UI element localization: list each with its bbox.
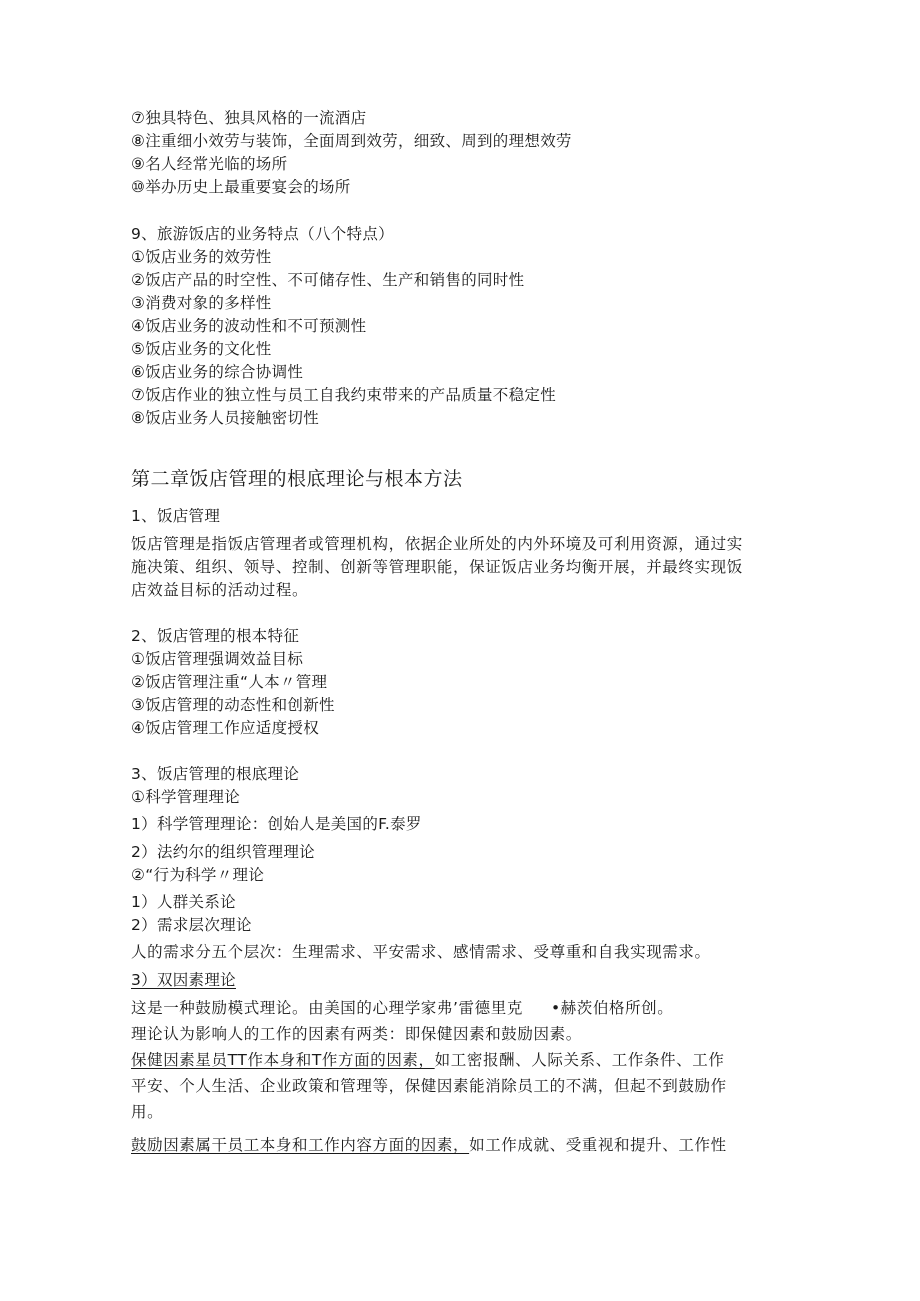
list-item: 2）需求层次理论 [131, 916, 252, 934]
paragraph-line: 店效益目标的活动过程。 [131, 581, 309, 599]
list-item: ⑤饭店业务的文化性 [131, 340, 272, 358]
intro-text-b: •赫茨伯格所创。 [550, 999, 674, 1017]
motivation-factor-underlined: 鼓励因素属干员工本身和工作内容方面的因素， [131, 1136, 470, 1154]
section-heading: 9、旅游饭店的业务特点（八个特点） [131, 225, 394, 243]
paragraph-line [131, 1050, 724, 1070]
section-heading: 2、饭店管理的根本特征 [131, 627, 300, 645]
list-item: ①科学管理理论 [131, 788, 240, 806]
list-item: ⑧注重细小效劳与装饰，全面周到效劳，细致、周到的理想效劳 [131, 132, 572, 150]
list-item: 2）法约尔的组织管理理论 [131, 843, 315, 861]
list-item: ③饭店管理的动态性和创新性 [131, 696, 335, 714]
list-item: ⑩举办历史上最重要宴会的场所 [131, 178, 351, 196]
motivation-factor-rest: 如工作成就、受重视和提升、工作性 [469, 1136, 727, 1154]
paragraph-line: 用。 [131, 1103, 164, 1121]
paragraph-line [131, 1135, 727, 1155]
section-heading: 3、饭店管理的根底理论 [131, 765, 300, 783]
list-item: 1）科学管理理论：创始人是美国的F.泰罗 [131, 815, 422, 833]
paragraph-line: 人的需求分五个层次：生理需求、平安需求、感情需求、受尊重和自我实现需求。 [131, 943, 711, 961]
list-item: ①饭店管理强调效益目标 [131, 650, 304, 668]
list-item: ④饭店管理工作应适度授权 [131, 719, 319, 737]
list-item: ⑥饭店业务的综合协调性 [131, 363, 304, 381]
subsection-heading: 3）双因素理论 [131, 971, 236, 989]
list-item: ②饭店产品的时空性、不可储存性、生产和销售的同时性 [131, 271, 525, 289]
paragraph-line: 施决策、组织、领导、控制、创新等管理职能，保证饭店业务均衡开展，并最终实现饭 [131, 558, 743, 576]
list-item: ⑨名人经常光临的场所 [131, 155, 288, 173]
paragraph-line [131, 998, 673, 1018]
list-item: ⑦独具特色、独具风格的一流酒店 [131, 109, 367, 127]
hygiene-factor-underlined: 保健因素星员TT作本身和T作方面的因素， [131, 1051, 435, 1069]
section-heading: 1、饭店管理 [131, 507, 221, 525]
list-item: ⑧饭店业务人员接触密切性 [131, 409, 319, 427]
paragraph-line: 平安、个人生活、企业政策和管理等，保健因素能消除员工的不满，但起不到鼓励作 [131, 1077, 727, 1095]
intro-text-a: 这是一种鼓励模式理论。由美国的心理学家弗’雷德里克 [131, 999, 523, 1017]
chapter-title: 第二章饭店管理的根底理论与根本方法 [131, 468, 463, 490]
hygiene-factor-rest: 如工密报酬、人际关系、工作条件、工作 [434, 1051, 725, 1069]
list-item: ①饭店业务的效劳性 [131, 248, 272, 266]
list-item: ⑦饭店作业的独立性与员工自我约束带来的产品质量不稳定性 [131, 386, 556, 404]
paragraph-line: 饭店管理是指饭店管理者或管理机构，依据企业所处的内外环境及可利用资源，通过实 [131, 535, 743, 553]
list-item: ②饭店管理注重“人本〃管理 [131, 673, 328, 691]
list-item: ②“行为科学〃理论 [131, 866, 265, 884]
list-item: 1）人群关系论 [131, 893, 236, 911]
list-item: ③消费对象的多样性 [131, 294, 272, 312]
paragraph-line: 理论认为影响人的工作的因素有两类：即保健因素和鼓励因素。 [131, 1025, 582, 1043]
list-item: ④饭店业务的波动性和不可预测性 [131, 317, 367, 335]
